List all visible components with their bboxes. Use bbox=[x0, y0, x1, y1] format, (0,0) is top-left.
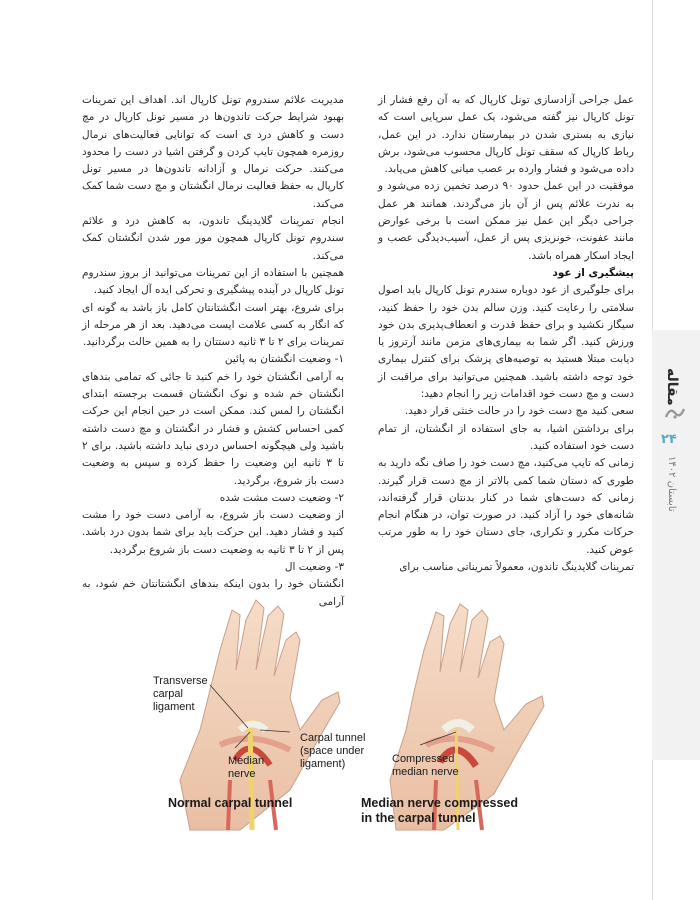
paragraph: برای جلوگیری از عود دوباره سندرم تونل کارپال باید اصول سلامتی را رعایت کنید. وزن سالم بدن خود را حفظ کنید، سیگار نکشید و برای حفظ قدرت و انعطاف‌پذیری بدن خود ورزش کنید. اگر شما به بیماری‌های مزمن مانند آرتروز یا دیابت مبتلا هستید به توصیه‌های پزشک برای کنترل بیماری خود توجه داشته باشید. همچنین می‌توانید برای مراقبت از دست و مچ دست خود اقدامات زیر را انجام دهید: bbox=[378, 284, 634, 401]
paragraph: ۱- وضعیت انگشتان به پائین bbox=[224, 353, 344, 366]
paragraph: سعی کنید مچ دست خود را در حالت خنثی قرار دهید. bbox=[404, 405, 634, 418]
issue-date: تابستان ۱۴۰۲ bbox=[666, 456, 677, 512]
paragraph: موفقیت در این عمل حدود ۹۰ درصد تخمین زده می‌شود و به ندرت علائم پس از آن باز می‌گردند. همانند هر عمل جراحی دیگر این عمل نیز ممکن است با برخی عوارض مانند عفونت، خونریزی پس از عمل، آسیب‌دیدگی عصب و ایجاد اسکار همراه باشد. bbox=[378, 180, 634, 262]
paragraph: برای برداشتن اشیا، به جای استفاده از انگشتان، از تمام دست خود استفاده کنید. bbox=[378, 422, 634, 452]
paragraph: به آرامی انگشتان خود را خم کنید تا جائی که تمامی بندهای انگشتان خم شده و نوک انگشتان قسمت برجسته ابتدای انگشتان را لمس کند. ممکن است در حین انجام این حرکت کمی احساس کشش و فشار در انگشتان و مچ دست داشته باشید ولی هیچگونه احساس دردی نباید داشته باشید. برای ۲ تا ۳ ثانیه این وضعیت را حفظ کرده و سپس به وضعیت دست باز شروع، برگردید. bbox=[82, 370, 344, 487]
paragraph: انجام تمرینات گلایدینگ تاندون، به کاهش درد و علائم سندروم تونل کارپال همچون مور مور شدن انگشتان کمک می‌کند. bbox=[82, 215, 344, 262]
magazine-logo-icon bbox=[664, 405, 686, 421]
paragraph: همچنین با استفاده از این تمرینات می‌توانید از بروز سندروم تونل کارپال در آینده پیشگیری و تحرکی ایده آل ایجاد کنید. bbox=[82, 266, 344, 297]
label-transverse-carpal-ligament: Transverse carpal ligament bbox=[153, 675, 208, 713]
article-column-right bbox=[378, 92, 634, 576]
paragraph: مدیریت علائم سندروم تونل کارپال اند. اهداف این تمرینات بهبود شرایط حرکت تاندون‌ها در مسیر تونل کارپال در مچ دست و کاهش درد ی است که توانایی فعالیت‌های نرمال روزمره همچون تایپ کردن و گرفتن اشیا در دست را محدود می‌کنند. حرکت نرمال و آزادانه تاندون‌ها در مسیر تونل کارپال به حفظ فعالیت نرمال انگشتان و مچ دست شما کمک می‌کند. bbox=[82, 94, 344, 210]
section-label: مقاله bbox=[664, 368, 680, 406]
paragraph: ۳- وضعیت ال bbox=[284, 561, 344, 574]
paragraph: تمرینات گلایدینگ تاندون، معمولاً تمریناتی مناسب برای bbox=[399, 561, 634, 574]
paragraph: انگشتان خود را بدون اینکه بندهای انگشتانتان خم شود، به آرامی bbox=[82, 578, 344, 608]
label-compressed-median-nerve: Compressed median nerve bbox=[392, 753, 459, 778]
paragraph: از وضعیت دست باز شروع، به آرامی دست خود را مشت کنید و فشار دهید. این حرکت باید برای شما بدون درد باشد. پس از ۲ تا ۳ ثانیه به وضعیت دست باز شروع برگردید. bbox=[82, 509, 344, 556]
label-carpal-tunnel: Carpal tunnel (space under ligament) bbox=[300, 732, 366, 770]
page-number: ۲۴ bbox=[661, 432, 677, 447]
paragraph: ۲- وضعیت دست مشت شده bbox=[219, 491, 344, 504]
article-column-left bbox=[82, 92, 344, 611]
caption-normal: Normal carpal tunnel bbox=[168, 796, 293, 810]
paragraph: برای شروع، بهتر است انگشتانتان کامل باز باشد به گونه ای که انگار به کسی علامت ایست می‌دهید. بعد از هر مرحله از تمرینات برای ۲ تا ۳ ثانیه دستتان را به همین حالت برگردانید. bbox=[82, 301, 344, 349]
caption-compressed: Median nerve compressed in the carpal tunnel bbox=[361, 796, 519, 825]
paragraph: زمانی که تایپ می‌کنید، مچ دست خود را صاف نگه دارید به طوری که دستان شما کمی بالاتر از مچ دست قرار گیرند. زمانی که دست‌های شما در کنار بدنتان قرار گرفته‌اند، شانه‌های خود را آزاد کنید. در صورت توان، در هنگام انجام حرکات مکرر و تکراری، جای دستان خود را به طور مرتب عوض کنید. bbox=[378, 457, 634, 556]
carpal-tunnel-figure bbox=[140, 580, 560, 840]
paragraph: عمل جراحی آزادسازی تونل کارپال که به آن رفع فشار از تونل کارپال نیز گفته می‌شود، یک عمل سرپایی است که نیازی به بستری شدن در بیمارستان ندارد. در این عمل، رباط کارپال که سقف تونل کارپال محسوب می‌شود، برش داده می‌شود و فشار وارده بر عصب میانی کاهش می‌یابد. bbox=[378, 94, 634, 176]
label-median-nerve: Median nerve bbox=[228, 755, 265, 780]
section-heading: پیشگیری از عود bbox=[552, 266, 634, 279]
